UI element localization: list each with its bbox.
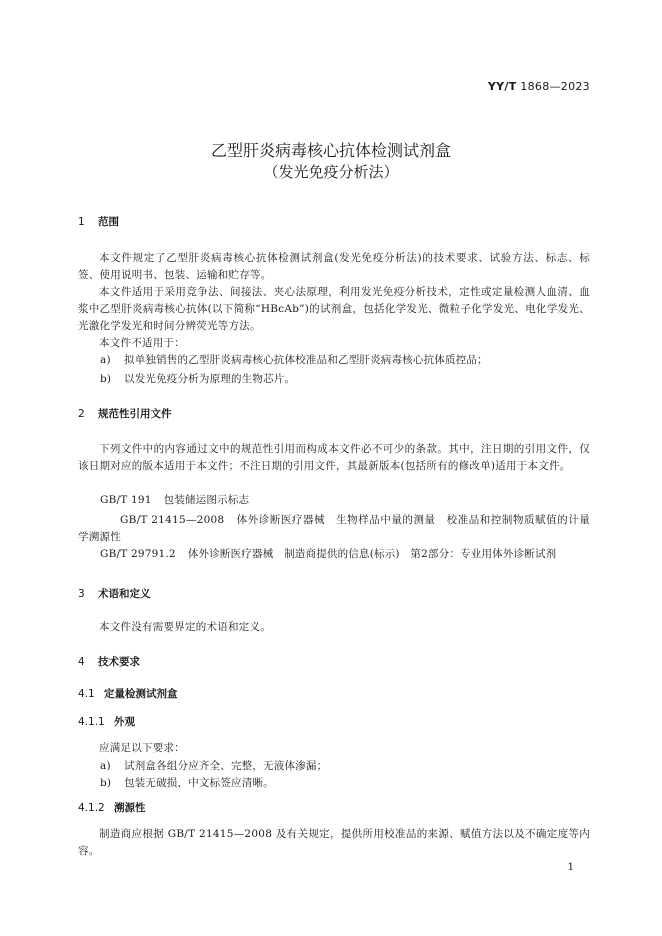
section-number: 4.1.1: [78, 716, 105, 728]
standard-number: [488, 80, 590, 93]
standard-code: 1868—2023: [520, 80, 590, 93]
list-item-mark: b): [100, 777, 112, 789]
list-item-mark: b): [100, 373, 112, 385]
reference-code: GB/T 29791.2: [100, 548, 176, 560]
section-title: 规范性引用文件: [98, 408, 172, 420]
section-heading-scope: [78, 214, 119, 229]
section-title: 外观: [114, 716, 135, 728]
section-number: 4.1: [78, 688, 95, 700]
section-number: 2: [78, 408, 85, 420]
reference-entry: [100, 492, 249, 509]
list-item: [100, 775, 274, 792]
list-item: [100, 352, 488, 369]
list-item: [100, 371, 295, 388]
terms-paragraph: 本文件没有需要界定的术语和定义。: [99, 621, 271, 633]
subsection-heading-traceability: [78, 800, 146, 815]
list-item: [100, 758, 327, 775]
section-heading-terms: [78, 586, 151, 601]
list-item-text: 拟单独销售的乙型肝炎病毒核心抗体校准品和乙型肝炎病毒核心抗体质控品；: [124, 354, 488, 366]
list-item-text: 包装无破损，中文标签应清晰。: [124, 777, 274, 789]
standard-prefix: YY/T: [487, 80, 517, 93]
section-title: 溯源性: [114, 802, 146, 814]
subsection-heading-quantitative-kit: [78, 686, 178, 701]
section-heading-normative-references: [78, 406, 172, 421]
list-item-mark: a): [100, 760, 111, 772]
subsection-heading-appearance: [78, 714, 135, 729]
reference-title: 体外诊断医疗器械 制造商提供的信息(标示) 第2部分：专业用体外诊断试剂: [187, 548, 557, 560]
document-subtitle: （发光免疫分析法）: [263, 163, 399, 181]
appearance-paragraph: 应满足以下要求：: [99, 742, 185, 754]
reference-code: GB/T 191: [100, 494, 152, 506]
scope-paragraph-2: 本文件适用于采用竞争法、间接法、夹心法原理，利用发光免疫分析技术，定性或定量检测人血清、血浆中乙型肝炎病毒核心抗体(以下简称“HBcAb”)的试剂盒，包括化学发光、微粒子化学发光、电化学发光、光激化学发光和时间分辨荧光等方法。: [78, 286, 590, 332]
reference-entry: [78, 512, 590, 546]
section-title: 范围: [98, 216, 119, 228]
traceability-paragraph: 制造商应根据 GB/T 21415—2008 及有关规定，提供所用校准品的来源、赋值方法以及不确定度等内容。: [78, 828, 590, 857]
reference-entry: [100, 546, 556, 563]
reference-title: 体外诊断医疗器械 生物样品中量的测量 校准品和控制物质赋值的计量学溯源性: [78, 514, 590, 543]
section-number: 4: [78, 656, 85, 668]
references-paragraph: 下列文件中的内容通过文中的规范性引用而构成本文件必不可少的条款。其中，注日期的引用文件，仅该日期对应的版本适用于本文件；不注日期的引用文件，其最新版本(包括所有的修改单)适用于本文件。: [78, 443, 590, 472]
page-number: 1: [567, 862, 574, 873]
scope-paragraph-1: 本文件规定了乙型肝炎病毒核心抗体检测试剂盒(发光免疫分析法)的技术要求、试验方法、标志、标签、使用说明书、包装、运输和贮存等。: [78, 252, 590, 281]
section-title: 定量检测试剂盒: [104, 688, 178, 700]
section-heading-technical-requirements: [78, 654, 140, 669]
document-title: 乙型肝炎病毒核心抗体检测试剂盒: [210, 141, 451, 160]
scope-paragraph-3: 本文件不适用于：: [99, 337, 185, 349]
section-number: 1: [78, 216, 85, 228]
reference-title: 包装储运图示标志: [163, 494, 250, 506]
list-item-text: 试剂盒各组分应齐全、完整，无液体渗漏；: [124, 760, 328, 772]
section-number: 3: [78, 588, 85, 600]
section-title: 术语和定义: [98, 588, 151, 600]
section-title: 技术要求: [98, 656, 140, 668]
section-number: 4.1.2: [78, 802, 105, 814]
list-item-text: 以发光免疫分析为原理的生物芯片。: [124, 373, 296, 385]
list-item-mark: a): [100, 354, 111, 366]
reference-code: GB/T 21415—2008: [120, 514, 225, 526]
